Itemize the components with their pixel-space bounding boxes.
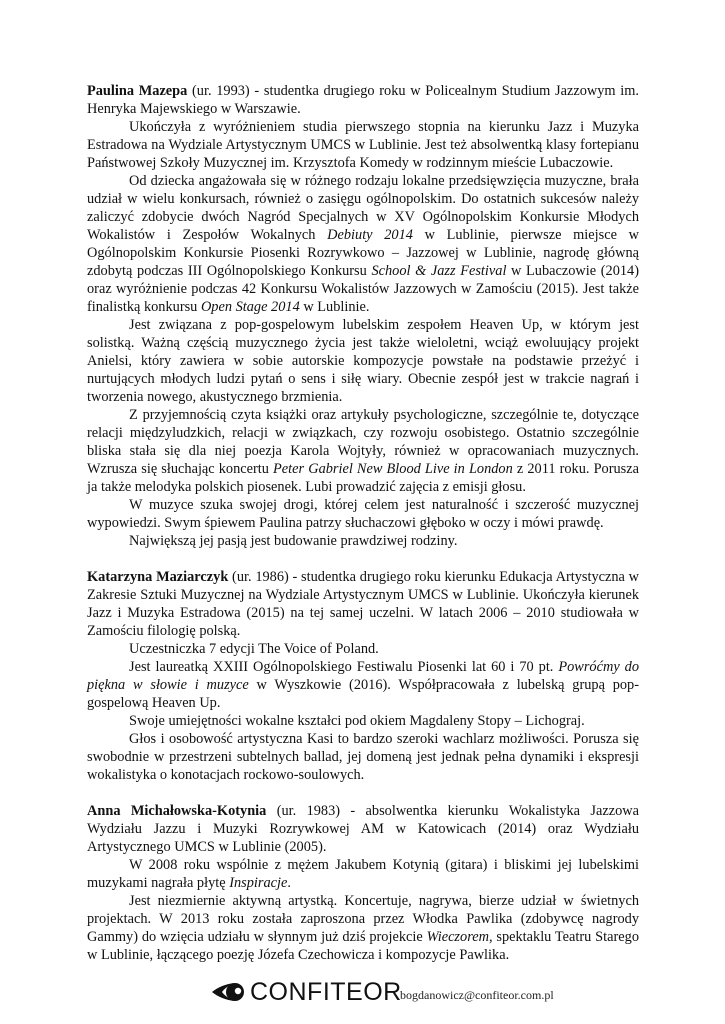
- section-spacer: [87, 550, 639, 568]
- artist-name: Katarzyna Maziarczyk: [87, 569, 229, 585]
- paragraph: Z przyjemnością czyta książki oraz artykuły psychologiczne, szczególnie te, dotyczące relacji międzyludzkich, relacji w związkach, czy rozwoju osobistego. Ostatnio szczególnie bliska stała się dla niej poezja Karola Wojtyły, również w opracowaniach muzycznych. Wzrusza się słuchając koncertu Peter Gabriel New Blood Live in London z 2011 roku. Porusza ja także melodyka polskich piosenek. Lubi prowadzić zajęcia z emisji głosu.: [87, 407, 639, 495]
- paragraph: Od dziecka angażowała się w różnego rodzaju lokalne przedsięwzięcia muzyczne, brała udział w wielu konkursach, również o zasięgu ogólnopolskim. Do ostatnich sukcesów należy zaliczyć zdobycie dwóch Nagród Specjalnych w XV Ogólnopolskim Konkursie Młodych Wokalistów i Zespołów Wokalnych Debiuty 2014 w Lublinie, pierwsze miejsce w Ogólnopolskim Konkursie Piosenki Rozrywkowo – Jazzowej w Lublinie, nagrodę główną zdobytą podczas III Ogólnopolskiego Konkursu School & Jazz Festival w Lubaczowie (2014) oraz wyróżnienie podczas 42 Konkursu Wokalistów Jazzowych w Zamościu (2015). Jest także finalistką konkursu Open Stage 2014 w Lublinie.: [87, 173, 639, 315]
- bio-paulina-mazepa: [87, 82, 639, 550]
- paragraph: Jest związana z pop-gospelowym lubelskim zespołem Heaven Up, w którym jest solistką. Ważną częścią muzycznego życia jest także wieloletni, wciąż ewoluujący projekt Anielsi, który zawiera w sobie autorskie kompozycje powstałe na podstawie przeżyć i nurtujących młodych ludzi pytań o sens i siłę wiary. Obecnie zespół jest w trakcie nagrań i tworzenia nowego, akustycznego brzmienia.: [87, 317, 639, 405]
- document-body: [87, 82, 639, 964]
- bio-katarzyna-maziarczyk: [87, 568, 639, 784]
- artist-name: Anna Michałowska-Kotynia: [87, 803, 267, 819]
- paragraph: Uczestniczka 7 edycji The Voice of Poland.: [129, 641, 379, 657]
- section-spacer: [87, 784, 639, 802]
- comet-logo-icon: [208, 978, 248, 1006]
- bio-anna-michalowska-kotynia: [87, 802, 639, 964]
- confiteor-logo: [208, 978, 402, 1006]
- paragraph: Największą jej pasją jest budowanie prawdziwej rodziny.: [129, 533, 458, 549]
- artist-name: Paulina Mazepa: [87, 83, 188, 99]
- paragraph: Swoje umiejętności wokalne kształci pod okiem Magdaleny Stopy – Lichograj.: [129, 713, 585, 729]
- page-footer: [208, 976, 554, 1012]
- bio-intro: Anna Michałowska-Kotynia (ur. 1983) - absolwentka kierunku Wokalistyka Jazzowa Wydziału Jazzu i Muzyki Rozrywkowej AM w Katowicach (2014) oraz Wydziału Artystycznego UMCS w Lublinie (2005).: [87, 803, 639, 855]
- paragraph: Jest laureatką XXIII Ogólnopolskiego Festiwalu Piosenki lat 60 i 70 pt. Powróćmy do piękna w słowie i muzyce w Wyszkowie (2016). Współpracowała z lubelską grupą pop-gospelową Heaven Up.: [87, 659, 639, 711]
- paragraph: Głos i osobowość artystyczna Kasi to bardzo szeroki wachlarz możliwości. Porusza się swobodnie w przestrzeni subtelnych ballad, jej domeną jest jednak pełna dynamiki i ekspresji wokalistyka o konotacjach rockowo-soulowych.: [87, 731, 639, 783]
- contact-email[interactable]: bogdanowicz@confiteor.com.pl: [400, 988, 554, 1002]
- bio-intro: Katarzyna Maziarczyk (ur. 1986) - studentka drugiego roku kierunku Edukacja Artystyczna w Zakresie Sztuki Muzycznej na Wydziale Artystycznym UMCS w Lublinie. Ukończyła kierunek Jazz i Muzyka Estradowa (2015) na tej samej uczelni. W latach 2006 – 2010 studiowała w Zamościu filologię polską.: [87, 569, 640, 639]
- paragraph: Jest niezmiernie aktywną artystką. Koncertuje, nagrywa, bierze udział w świetnych projektach. W 2013 roku została zaproszona przez Włodka Pawlika (zdobywcę nagrody Gammy) do wzięcia udziału w słynnym już dziś projekcie Wieczorem, spektaklu Teatru Starego w Lublinie, łączącego poezję Józefa Czechowicza i kompozycje Pawlika.: [87, 893, 639, 963]
- paragraph: Ukończyła z wyróżnieniem studia pierwszego stopnia na kierunku Jazz i Muzyka Estradowa na Wydziale Artystycznym UMCS w Lublinie. Jest też absolwentką klasy fortepianu Państwowej Szkoły Muzycznej im. Krzysztofa Komedy w rodzinnym mieście Lubaczowie.: [87, 119, 639, 171]
- logo-wordmark: CONFITEOR: [250, 978, 402, 1006]
- paragraph: W 2008 roku wspólnie z mężem Jakubem Kotynią (gitara) i bliskimi jej lubelskimi muzykami nagrała płytę Inspiracje.: [87, 857, 639, 891]
- bio-intro: Paulina Mazepa (ur. 1993) - studentka drugiego roku w Policealnym Studium Jazzowym im. Henryka Majewskiego w Warszawie.: [87, 83, 639, 117]
- paragraph: W muzyce szuka swojej drogi, której celem jest naturalność i szczerość muzycznej wypowiedzi. Swym śpiewem Paulina patrzy słuchaczowi głęboko w oczy i mówi prawdę.: [87, 497, 639, 531]
